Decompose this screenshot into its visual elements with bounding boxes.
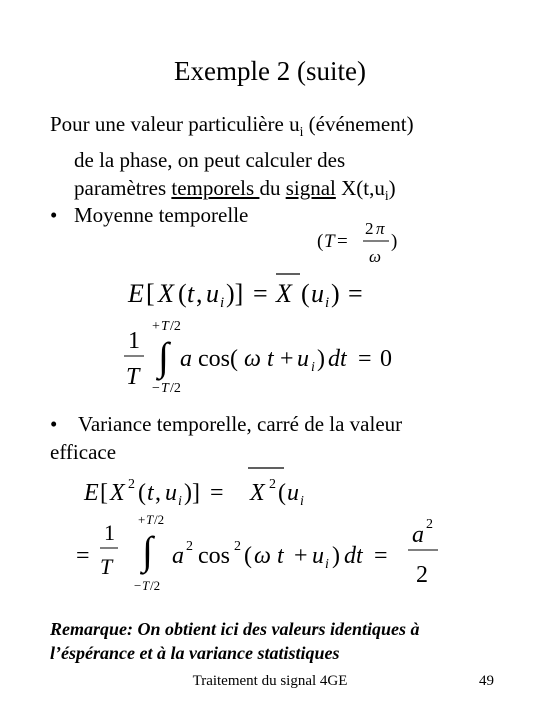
underlined-word: temporels (171, 176, 260, 201)
svg-text:T: T (161, 381, 169, 396)
bullet-text: Moyenne temporelle (74, 203, 249, 227)
svg-text:T: T (324, 231, 335, 252)
svg-text:0: 0 (380, 346, 392, 372)
svg-text:u: u (287, 480, 299, 506)
svg-text:(: ( (138, 480, 146, 506)
svg-text:=: = (348, 279, 363, 308)
svg-text:[: [ (146, 279, 155, 308)
svg-text:): ) (332, 543, 340, 569)
svg-text:(: ( (278, 480, 286, 506)
svg-text:2: 2 (416, 562, 428, 588)
svg-text:X: X (250, 480, 265, 506)
svg-text:dt: dt (344, 543, 363, 569)
svg-text:/2: /2 (170, 381, 181, 396)
intro-text: paramètres (74, 176, 172, 201)
svg-text:X: X (158, 279, 174, 308)
svg-text:)]: )] (226, 279, 244, 308)
svg-text:ω: ω (369, 247, 382, 266)
svg-text:E: E (84, 480, 99, 506)
svg-text:+: + (152, 319, 160, 334)
svg-text:T: T (142, 578, 150, 592)
svg-text:∫: ∫ (142, 528, 153, 573)
svg-text:(: ( (317, 231, 324, 252)
subscript: i (299, 124, 304, 140)
intro-text: de la phase, on peut calculer des (74, 148, 346, 173)
svg-text:cos: cos (198, 543, 230, 569)
svg-text:2: 2 (269, 477, 276, 492)
svg-text:u: u (165, 480, 177, 506)
svg-text:X: X (110, 480, 125, 506)
svg-text:i: i (300, 494, 304, 509)
svg-text:=: = (253, 279, 268, 308)
svg-text:t: t (147, 480, 154, 506)
svg-text:T: T (126, 364, 140, 390)
subscript: i (384, 188, 389, 204)
page-number: 49 (479, 673, 494, 689)
svg-text:u: u (297, 346, 309, 372)
svg-text:2: 2 (426, 517, 433, 532)
svg-text:2: 2 (234, 539, 241, 554)
remark (50, 617, 520, 665)
svg-text:ω t: ω t (244, 346, 274, 372)
svg-text:1: 1 (104, 520, 115, 545)
svg-text:cos(: cos( (198, 346, 238, 372)
bullet-text-continued: efficace (50, 440, 117, 464)
bullet-marker: • (50, 412, 58, 436)
bullet-text: Variance temporelle, carré de la valeur (78, 412, 403, 436)
svg-text:a: a (412, 522, 424, 548)
bullet-marker: • (50, 203, 58, 227)
svg-text:+: + (138, 512, 146, 527)
svg-text:/2: /2 (154, 512, 165, 527)
bullet-mean (50, 203, 248, 228)
svg-text:a: a (180, 346, 192, 372)
svg-text:i: i (325, 557, 329, 572)
svg-text:a: a (172, 543, 184, 569)
svg-text:(: ( (301, 279, 310, 308)
svg-text:+: + (294, 543, 308, 569)
mean-equation (120, 266, 420, 396)
svg-text:i: i (325, 295, 330, 311)
svg-text:π: π (376, 219, 385, 238)
variance-equation (70, 462, 470, 592)
svg-text:1: 1 (128, 328, 140, 354)
svg-text:E: E (128, 279, 144, 308)
svg-text:∫: ∫ (158, 334, 169, 379)
svg-text:=: = (337, 231, 348, 252)
svg-text:−: − (152, 381, 160, 396)
svg-text:i: i (220, 295, 225, 311)
underlined-word: signal (285, 176, 336, 201)
svg-text:2: 2 (365, 219, 374, 238)
svg-text:+: + (280, 346, 294, 372)
svg-text:): ) (331, 279, 340, 308)
svg-text:T: T (100, 554, 113, 579)
svg-text:T: T (146, 512, 154, 527)
svg-text:t: t (187, 279, 195, 308)
remark-line: l’éspérance et à la variance statistiques (50, 643, 340, 663)
svg-text:i: i (178, 494, 182, 509)
svg-text:−: − (134, 578, 142, 592)
slide-title: Exemple 2 (suite) (174, 56, 366, 86)
svg-text:=: = (76, 543, 90, 569)
svg-text:)]: )] (184, 480, 200, 506)
svg-text:): ) (317, 346, 325, 372)
svg-text:=: = (210, 480, 224, 506)
svg-text:T: T (161, 319, 169, 334)
svg-text:=: = (358, 346, 372, 372)
svg-text:u: u (311, 279, 324, 308)
svg-text:/2: /2 (170, 319, 181, 334)
svg-text:X: X (276, 279, 292, 308)
bullet-variance (50, 410, 520, 466)
svg-text:): ) (391, 231, 398, 252)
svg-text:u: u (312, 543, 324, 569)
svg-text:(: ( (178, 279, 187, 308)
intro-text: ) (388, 176, 396, 201)
remark-line: Remarque: On obtient ici des valeurs identiques à (50, 619, 420, 639)
intro-text: du (259, 176, 286, 201)
intro-text: Pour une valeur particulière u (50, 112, 300, 136)
svg-text:2: 2 (186, 539, 193, 554)
svg-text:(: ( (244, 543, 252, 569)
svg-text:[: [ (100, 480, 108, 506)
svg-text:i: i (311, 360, 315, 375)
intro-text: X(t,u (335, 176, 385, 201)
svg-text:u: u (206, 279, 219, 308)
svg-text:,: , (155, 480, 161, 506)
svg-text:2: 2 (128, 477, 135, 492)
footer-text: Traitement du signal 4GE (192, 673, 348, 689)
intro-paragraph (50, 110, 520, 210)
svg-text:=: = (374, 543, 388, 569)
svg-text:/2: /2 (150, 578, 161, 592)
svg-text:,: , (196, 279, 203, 308)
intro-text: (événement) (303, 112, 414, 136)
svg-text:ω t: ω t (254, 543, 284, 569)
svg-text:dt: dt (328, 346, 347, 372)
period-formula (317, 213, 407, 269)
